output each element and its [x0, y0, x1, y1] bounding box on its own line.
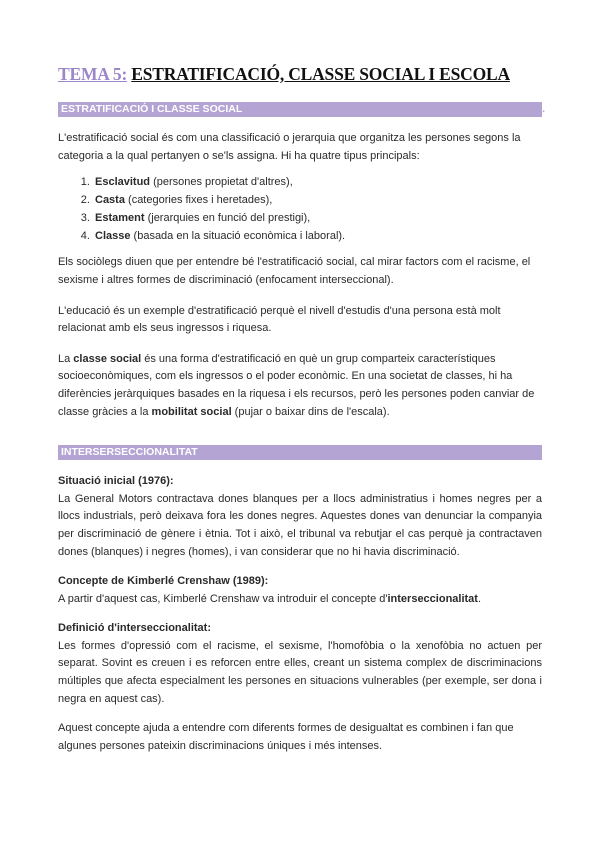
list-item: [93, 192, 542, 210]
education-paragraph: L'educació és un exemple d'estratificació perquè el nivell d'estudis d'una persona està molt relacionat amb els seus ingressos i riquesa.: [58, 304, 501, 335]
stratification-types-list: [58, 174, 542, 245]
list-item: [93, 174, 542, 192]
list-item-desc: (jerarquies en funció del prestigi),: [144, 211, 311, 224]
section-heading-stratification: [58, 102, 545, 117]
section-heading-dot: .: [542, 103, 545, 115]
list-item: [93, 210, 542, 228]
list-item: [93, 228, 542, 246]
text-run: (pujar o baixar dins de l'escala).: [231, 405, 390, 418]
sociologists-paragraph: Els sociòlegs diuen que per entendre bé l'estratificació social, cal mirar factors com el racisme, el sexisme i altres formes de discriminació (enfocament interseccional).: [58, 256, 531, 286]
page-title: [58, 62, 542, 86]
section-heading-text: INTERSERSECCIONALITAT: [61, 446, 198, 459]
subheading-definition: Definició d'interseccionalitat:: [58, 622, 211, 635]
text-run: A partir d'aquest cas, Kimberlé Crenshaw va introduir el concepte d': [58, 592, 388, 605]
document-page: [58, 62, 545, 768]
section-heading-text: ESTRATIFICACIÓ I CLASSE SOCIAL: [61, 103, 243, 115]
list-item-term: Estament: [95, 211, 145, 224]
subheading-crenshaw-concept: Concepte de Kimberlé Crenshaw (1989):: [58, 575, 269, 588]
title-prefix: TEMA 5:: [58, 64, 128, 84]
social-class-paragraph: [58, 351, 542, 421]
text-run: La: [58, 352, 74, 365]
text-run: .: [477, 592, 482, 605]
subheading-initial-situation: Situació inicial (1976):: [58, 475, 174, 488]
bold-term-social-mobility: mobilitat social: [151, 405, 232, 418]
list-item-desc: (persones propietat d'altres),: [150, 176, 293, 189]
list-item-term: Classe: [95, 229, 131, 242]
section-heading-intersectionality: [58, 445, 542, 460]
list-item-desc: (basada en la situació econòmica i laboral).: [130, 229, 346, 242]
text-run: és una forma d'estratificació en què un grup comparteix característiques socioeconòmiques, com els ingressos o el poder econòmic. En una societat de classes, hi ha diferències jeràrquiques basades en la riquesa i els recursos, però les persones poden canviar de classe gràcies a la: [58, 352, 535, 418]
list-item-desc: (categories fixes i heretades),: [124, 193, 273, 206]
definition-paragraph: Les formes d'opressió com el racisme, el sexisme, l'homofòbia o la xenofòbia no actuen per separat. Sovint es creuen i es reforcen entre elles, creant un sistema complex de discriminacions múltiples que afecta especialment les persones en situacions vulnerables (per exemple, ser dona i negra en aquest cas).: [58, 639, 542, 705]
crenshaw-paragraph: [58, 591, 542, 609]
closing-paragraph: Aquest concepte ajuda a entendre com diferents formes de desigualtat es combinen i fan que algunes persones pateixin discriminacions úniques i més intenses.: [58, 722, 514, 752]
list-item-term: Esclavitud: [95, 176, 151, 189]
title-main: ESTRATIFICACIÓ, CLASSE SOCIAL I ESCOLA: [131, 64, 510, 84]
list-item-term: Casta: [95, 193, 125, 206]
bold-term-social-class: classe social: [73, 352, 142, 365]
initial-situation-paragraph: La General Motors contractava dones blanques per a llocs administratius i homes negres per a llocs industrials, però deixava fora les dones negres. Aquestes dones van denunciar la companyia per discriminació de gènere i ètnia. Tot i això, el tribunal va rebutjar el cas perquè ja contractaven dones (blanques) i negres (homes), i van considerar que no hi havia discriminació.: [58, 492, 542, 558]
bold-term-intersectionality: interseccionalitat: [387, 592, 478, 605]
intro-paragraph: L'estratificació social és com una classificació o jerarquia que organitza les persones segons la categoria a la qual pertanyen o se'ls assigna. Hi ha quatre tipus principals:: [58, 132, 521, 162]
